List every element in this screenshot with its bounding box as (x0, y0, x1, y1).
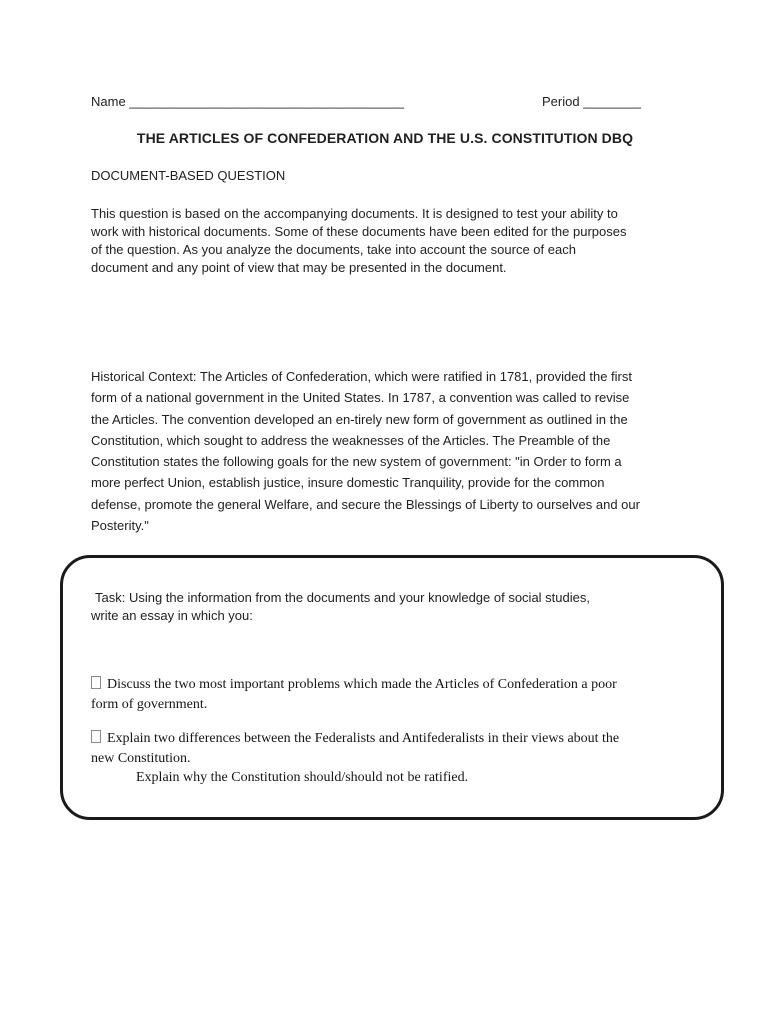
bullet-text: Explain two differences between the Federalists and Antifederalists in their views about the (107, 731, 620, 746)
intro-line: of the question. As you analyze the documents, take into account the source of each (91, 242, 576, 257)
task-intro (91, 589, 651, 625)
page-title: THE ARTICLES OF CONFEDERATION AND THE U.S. CONSTITUTION DBQ (136, 130, 634, 146)
task-bullet-problems (91, 675, 691, 715)
context-line: Constitution states the following goals for the new system of government: "in Order to form a (91, 454, 622, 470)
bullet-box-icon (91, 676, 101, 689)
bullet-text: new Constitution. (91, 751, 191, 766)
context-line: form of a national government in the United States. In 1787, a convention was called to revise (91, 390, 630, 406)
bullet-text: Discuss the two most important problems which made the Articles of Confederation a poor (107, 677, 617, 692)
task-bullet-ratification: Explain why the Constitution should/should not be ratified. (136, 770, 469, 785)
context-line: Historical Context: The Articles of Confederation, which were ratified in 1781, provided the first (91, 369, 632, 384)
intro-line: This question is based on the accompanying documents. It is designed to test your ability to (91, 206, 618, 221)
period-field-label: Period ________ (542, 94, 642, 109)
context-line: defense, promote the general Welfare, and secure the Blessings of Liberty to ourselves and our (91, 496, 640, 512)
task-line: Task: Using the information from the documents and your knowledge of social studies, (95, 590, 590, 605)
bullet-text: form of government. (91, 697, 208, 712)
intro-line: work with historical documents. Some of these documents have been edited for the purposes (91, 224, 627, 239)
intro-line: document and any point of view that may be presented in the document. (91, 260, 507, 275)
section-subheading: DOCUMENT-BASED QUESTION (91, 168, 286, 183)
context-line: Posterity." (91, 518, 149, 534)
intro-paragraph (91, 205, 671, 277)
bullet-box-icon (91, 730, 101, 743)
historical-context-paragraph (91, 366, 686, 536)
task-line: write an essay in which you: (91, 608, 253, 623)
task-bullet-differences (91, 729, 691, 769)
context-line: Constitution, which sought to address the weaknesses of the Articles. The Preamble of the (91, 432, 611, 448)
context-line: more perfect Union, establish justice, insure domestic Tranquility, provide for the common (91, 475, 605, 491)
name-field-label: Name ______________________________________ (91, 94, 405, 109)
context-line: the Articles. The convention developed an en-tirely new form of government as outlined in the (91, 411, 628, 427)
